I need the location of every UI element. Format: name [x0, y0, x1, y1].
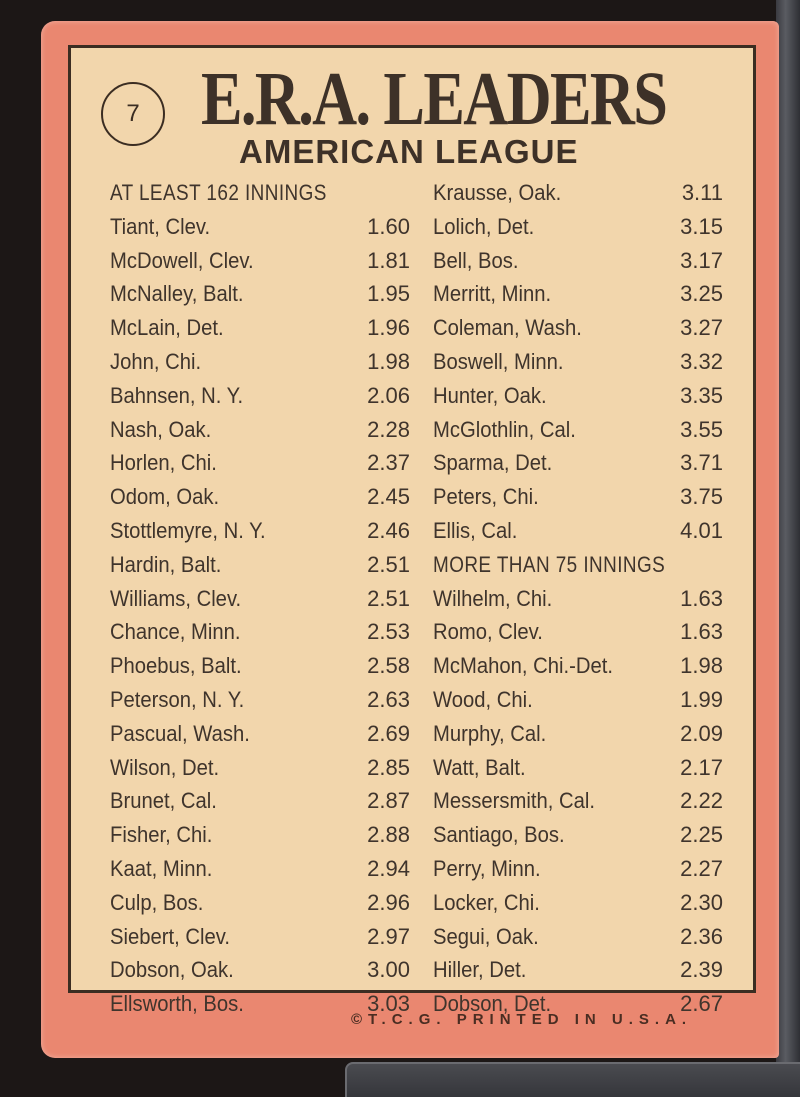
era-value: 1.99	[680, 686, 723, 712]
player-name: Odom, Oak.	[110, 484, 220, 510]
leader-row	[110, 413, 410, 447]
card-title: E.R.A. LEADERS	[201, 57, 667, 141]
leader-row	[433, 244, 723, 278]
leader-row	[433, 683, 723, 717]
right-column	[433, 176, 723, 1021]
era-value: 2.97	[367, 923, 410, 949]
era-value: 2.17	[680, 754, 723, 780]
leader-row	[110, 717, 410, 751]
era-value: 2.96	[367, 889, 410, 915]
player-name: Locker, Chi.	[433, 889, 540, 915]
player-name: Perry, Minn.	[433, 855, 541, 881]
leader-row	[110, 345, 410, 379]
leader-row	[433, 649, 723, 683]
player-name: Chance, Minn.	[110, 619, 241, 645]
player-name: Fisher, Chi.	[110, 822, 213, 848]
leader-row	[433, 615, 723, 649]
era-value: 2.46	[367, 517, 410, 543]
era-value: 1.63	[680, 585, 723, 611]
leader-row	[110, 818, 410, 852]
player-name: McMahon, Chi.-Det.	[433, 653, 613, 679]
player-name: Williams, Clev.	[110, 585, 242, 611]
leader-row	[110, 548, 410, 582]
era-value: 2.63	[367, 686, 410, 712]
player-name: Santiago, Bos.	[433, 822, 565, 848]
era-value: 2.06	[367, 382, 410, 408]
card-holder-edge	[776, 0, 800, 1095]
leader-row	[433, 176, 723, 210]
leader-row	[110, 244, 410, 278]
player-name: Watt, Balt.	[433, 754, 526, 780]
baseball-card-back	[41, 21, 779, 1058]
leader-row	[433, 311, 723, 345]
player-name: Krausse, Oak.	[433, 180, 562, 205]
leader-row	[110, 953, 410, 987]
era-value: 3.03	[367, 991, 410, 1017]
player-name: Messersmith, Cal.	[433, 788, 595, 814]
section-header-75-innings: MORE THAN 75 INNINGS	[433, 551, 666, 577]
section-header-162-innings: AT LEAST 162 INNINGS	[110, 180, 327, 205]
era-value: 2.51	[367, 585, 410, 611]
player-name: Coleman, Wash.	[433, 315, 582, 341]
leader-row	[433, 953, 723, 987]
era-value: 1.98	[680, 653, 723, 679]
era-value: 1.60	[367, 213, 410, 239]
era-value: 3.17	[680, 247, 723, 273]
era-value: 1.81	[367, 247, 410, 273]
era-value: 3.15	[680, 213, 723, 239]
era-value: 2.36	[680, 923, 723, 949]
stats-panel	[68, 45, 756, 1017]
player-name: Brunet, Cal.	[110, 788, 217, 814]
player-name: Wilhelm, Chi.	[433, 585, 553, 611]
era-value: 2.67	[680, 991, 723, 1017]
era-value: 1.98	[367, 348, 410, 374]
era-value: 3.32	[680, 348, 723, 374]
era-value: 2.28	[367, 416, 410, 442]
player-name: Ellsworth, Bos.	[110, 991, 244, 1017]
player-name: Phoebus, Balt.	[110, 653, 242, 679]
leader-row	[110, 582, 410, 616]
era-value: 3.11	[681, 180, 723, 205]
player-name: Hunter, Oak.	[433, 382, 547, 408]
player-name: Sparma, Det.	[433, 450, 553, 476]
era-value: 2.87	[367, 788, 410, 814]
copyright-footer: ©T.C.G. PRINTED IN U.S.A.	[351, 1011, 693, 1028]
card-number-badge: 7	[101, 82, 165, 146]
leader-row	[433, 514, 723, 548]
player-name: Hardin, Balt.	[110, 551, 222, 577]
player-name: Culp, Bos.	[110, 889, 204, 915]
leader-row	[110, 649, 410, 683]
player-name: Horlen, Chi.	[110, 450, 217, 476]
era-value: 1.95	[367, 281, 410, 307]
leader-row	[110, 210, 410, 244]
player-name: McLain, Det.	[110, 315, 224, 341]
player-name: McGlothlin, Cal.	[433, 416, 576, 442]
leader-row	[433, 784, 723, 818]
player-name: Tiant, Clev.	[110, 213, 211, 239]
era-value: 2.51	[367, 551, 410, 577]
player-name: Wilson, Det.	[110, 754, 220, 780]
leader-row	[433, 582, 723, 616]
era-value: 2.45	[367, 484, 410, 510]
leader-row	[433, 210, 723, 244]
era-value: 2.25	[680, 822, 723, 848]
player-name: Kaat, Minn.	[110, 855, 213, 881]
player-name: John, Chi.	[110, 348, 202, 374]
player-name: Pascual, Wash.	[110, 720, 250, 746]
player-name: Siebert, Clev.	[110, 923, 230, 949]
era-value: 3.55	[680, 416, 723, 442]
player-name: Stottlemyre, N. Y.	[110, 517, 266, 543]
era-value: 3.27	[680, 315, 723, 341]
player-name: Merritt, Minn.	[433, 281, 552, 307]
leader-row	[433, 751, 723, 785]
era-value: 2.85	[367, 754, 410, 780]
leader-row	[110, 920, 410, 954]
era-value: 2.37	[367, 450, 410, 476]
era-value: 1.63	[680, 619, 723, 645]
era-value: 3.71	[680, 450, 723, 476]
leader-row	[433, 446, 723, 480]
era-value: 3.25	[680, 281, 723, 307]
era-value: 2.27	[680, 855, 723, 881]
card-holder-bottom	[345, 1062, 800, 1097]
player-name: Peterson, N. Y.	[110, 686, 245, 712]
era-value: 1.96	[367, 315, 410, 341]
leader-row	[110, 751, 410, 785]
era-value: 2.94	[367, 855, 410, 881]
leader-row	[110, 446, 410, 480]
leader-row	[110, 277, 410, 311]
era-value: 2.69	[367, 720, 410, 746]
leader-row	[110, 480, 410, 514]
era-value: 3.00	[367, 957, 410, 983]
leader-row	[433, 852, 723, 886]
player-name: McNalley, Balt.	[110, 281, 244, 307]
leader-row	[433, 818, 723, 852]
leader-row	[433, 886, 723, 920]
player-name: Nash, Oak.	[110, 416, 212, 442]
player-name: Dobson, Det.	[433, 991, 552, 1017]
leader-row	[433, 717, 723, 751]
player-name: Segui, Oak.	[433, 923, 539, 949]
leader-row	[433, 277, 723, 311]
era-value: 2.53	[367, 619, 410, 645]
era-value: 2.09	[680, 720, 723, 746]
player-name: Dobson, Oak.	[110, 957, 234, 983]
leader-row	[433, 345, 723, 379]
league-subtitle: AMERICAN LEAGUE	[239, 133, 579, 170]
leader-row	[110, 311, 410, 345]
player-name: Lolich, Det.	[433, 213, 535, 239]
leader-row	[110, 784, 410, 818]
player-name: Romo, Clev.	[433, 619, 543, 645]
era-value: 4.01	[680, 517, 723, 543]
player-name: Wood, Chi.	[433, 686, 533, 712]
leader-row	[433, 379, 723, 413]
left-column	[110, 176, 410, 1021]
player-name: Bahnsen, N. Y.	[110, 382, 244, 408]
leader-row	[110, 852, 410, 886]
era-value: 3.75	[680, 484, 723, 510]
leader-row	[110, 886, 410, 920]
leader-row	[110, 379, 410, 413]
era-value: 2.39	[680, 957, 723, 983]
player-name: Ellis, Cal.	[433, 517, 518, 543]
player-name: McDowell, Clev.	[110, 247, 254, 273]
player-name: Bell, Bos.	[433, 247, 519, 273]
era-value: 3.35	[680, 382, 723, 408]
leader-row	[110, 615, 410, 649]
player-name: Hiller, Det.	[433, 957, 527, 983]
player-name: Peters, Chi.	[433, 484, 539, 510]
player-name: Murphy, Cal.	[433, 720, 547, 746]
leader-row	[110, 514, 410, 548]
leader-row	[433, 413, 723, 447]
player-name: Boswell, Minn.	[433, 348, 564, 374]
leader-row	[433, 480, 723, 514]
leader-row	[433, 920, 723, 954]
era-value: 2.30	[680, 889, 723, 915]
era-value: 2.22	[680, 788, 723, 814]
era-value: 2.58	[367, 653, 410, 679]
era-value: 2.88	[367, 822, 410, 848]
leader-row	[110, 683, 410, 717]
